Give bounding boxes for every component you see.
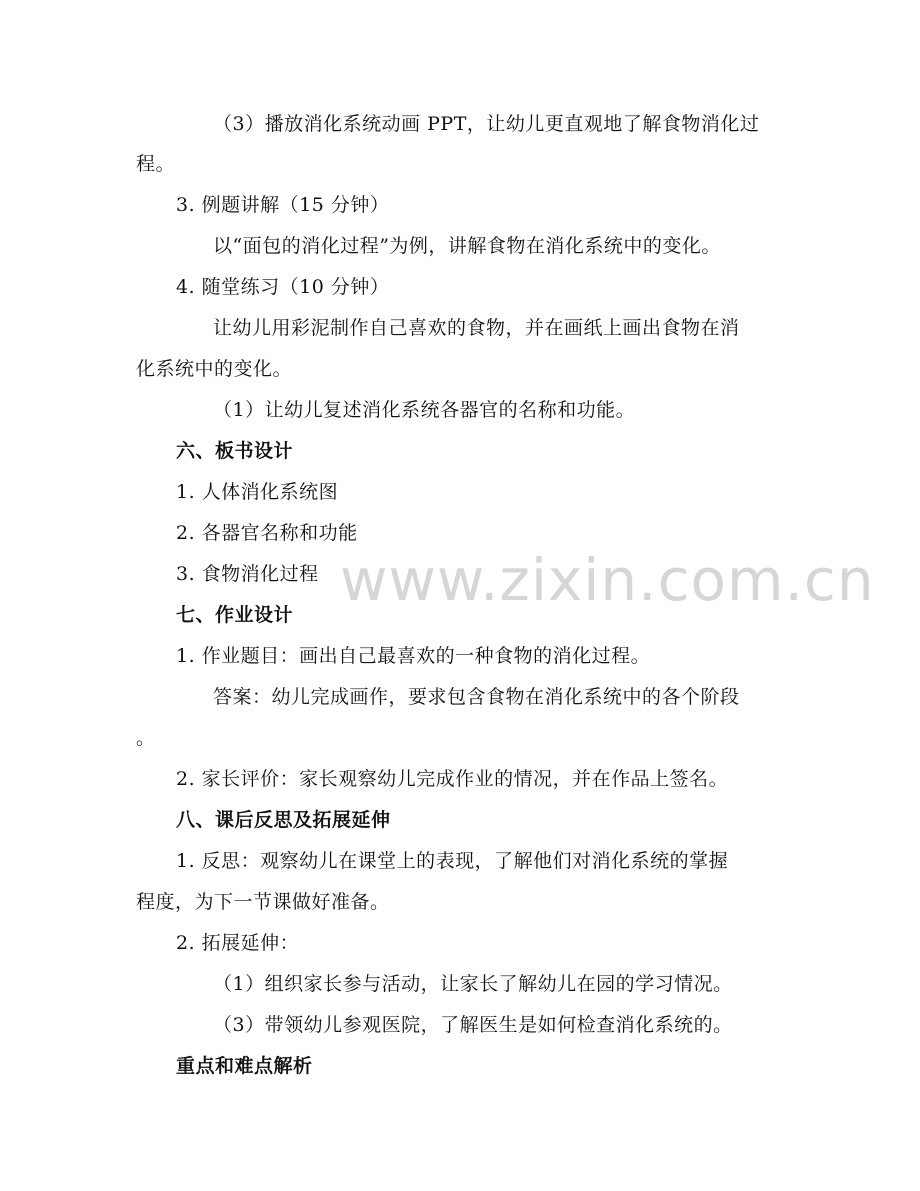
paragraph-line: 程度，为下一节课做好准备。 <box>136 891 390 913</box>
paragraph-line: 让幼儿用彩泥制作自己喜欢的食物，并在画纸上画出食物在消 <box>213 317 740 339</box>
paragraph-line: （1）让幼儿复述消化系统各器官的名称和功能。 <box>213 399 636 421</box>
list-item: 2. 各器官名称和功能 <box>176 522 358 544</box>
paragraph-line: 。 <box>136 727 156 749</box>
paragraph-line: （1）组织家长参与活动，让家长了解幼儿在园的学习情况。 <box>213 973 733 995</box>
list-item: 4. 随堂练习（10 分钟） <box>176 276 390 298</box>
section-heading: 七、作业设计 <box>176 604 294 626</box>
paragraph-line: （3）播放消化系统动画 PPT，让幼儿更直观地了解食物消化过 <box>213 113 760 135</box>
list-item: 2. 家长评价：家长观察幼儿完成作业的情况，并在作品上签名。 <box>176 768 729 790</box>
paragraph-line: 化系统中的变化。 <box>136 358 293 380</box>
paragraph-line: 答案：幼儿完成画作，要求包含食物在消化系统中的各个阶段 <box>213 686 740 708</box>
section-heading: 六、板书设计 <box>176 440 294 462</box>
list-item: 1. 作业题目：画出自己最喜欢的一种食物的消化过程。 <box>176 645 651 667</box>
list-item: 1. 反思：观察幼儿在课堂上的表现，了解他们对消化系统的掌握 <box>176 850 729 872</box>
paragraph-line: 以“面包的消化过程”为例，讲解食物在消化系统中的变化。 <box>213 235 721 257</box>
list-item: 3. 食物消化过程 <box>176 563 319 585</box>
list-item: 1. 人体消化系统图 <box>176 481 339 503</box>
paragraph-line: 程。 <box>136 153 176 175</box>
list-item: 2. 拓展延伸： <box>176 932 300 954</box>
list-item: 3. 例题讲解（15 分钟） <box>176 194 390 216</box>
section-heading: 重点和难点解析 <box>176 1055 313 1077</box>
section-heading: 八、课后反思及拓展延伸 <box>176 809 391 831</box>
paragraph-line: （3）带领幼儿参观医院，了解医生是如何检查消化系统的。 <box>213 1014 733 1036</box>
watermark-text: www.zixin.com.cn <box>340 546 875 614</box>
